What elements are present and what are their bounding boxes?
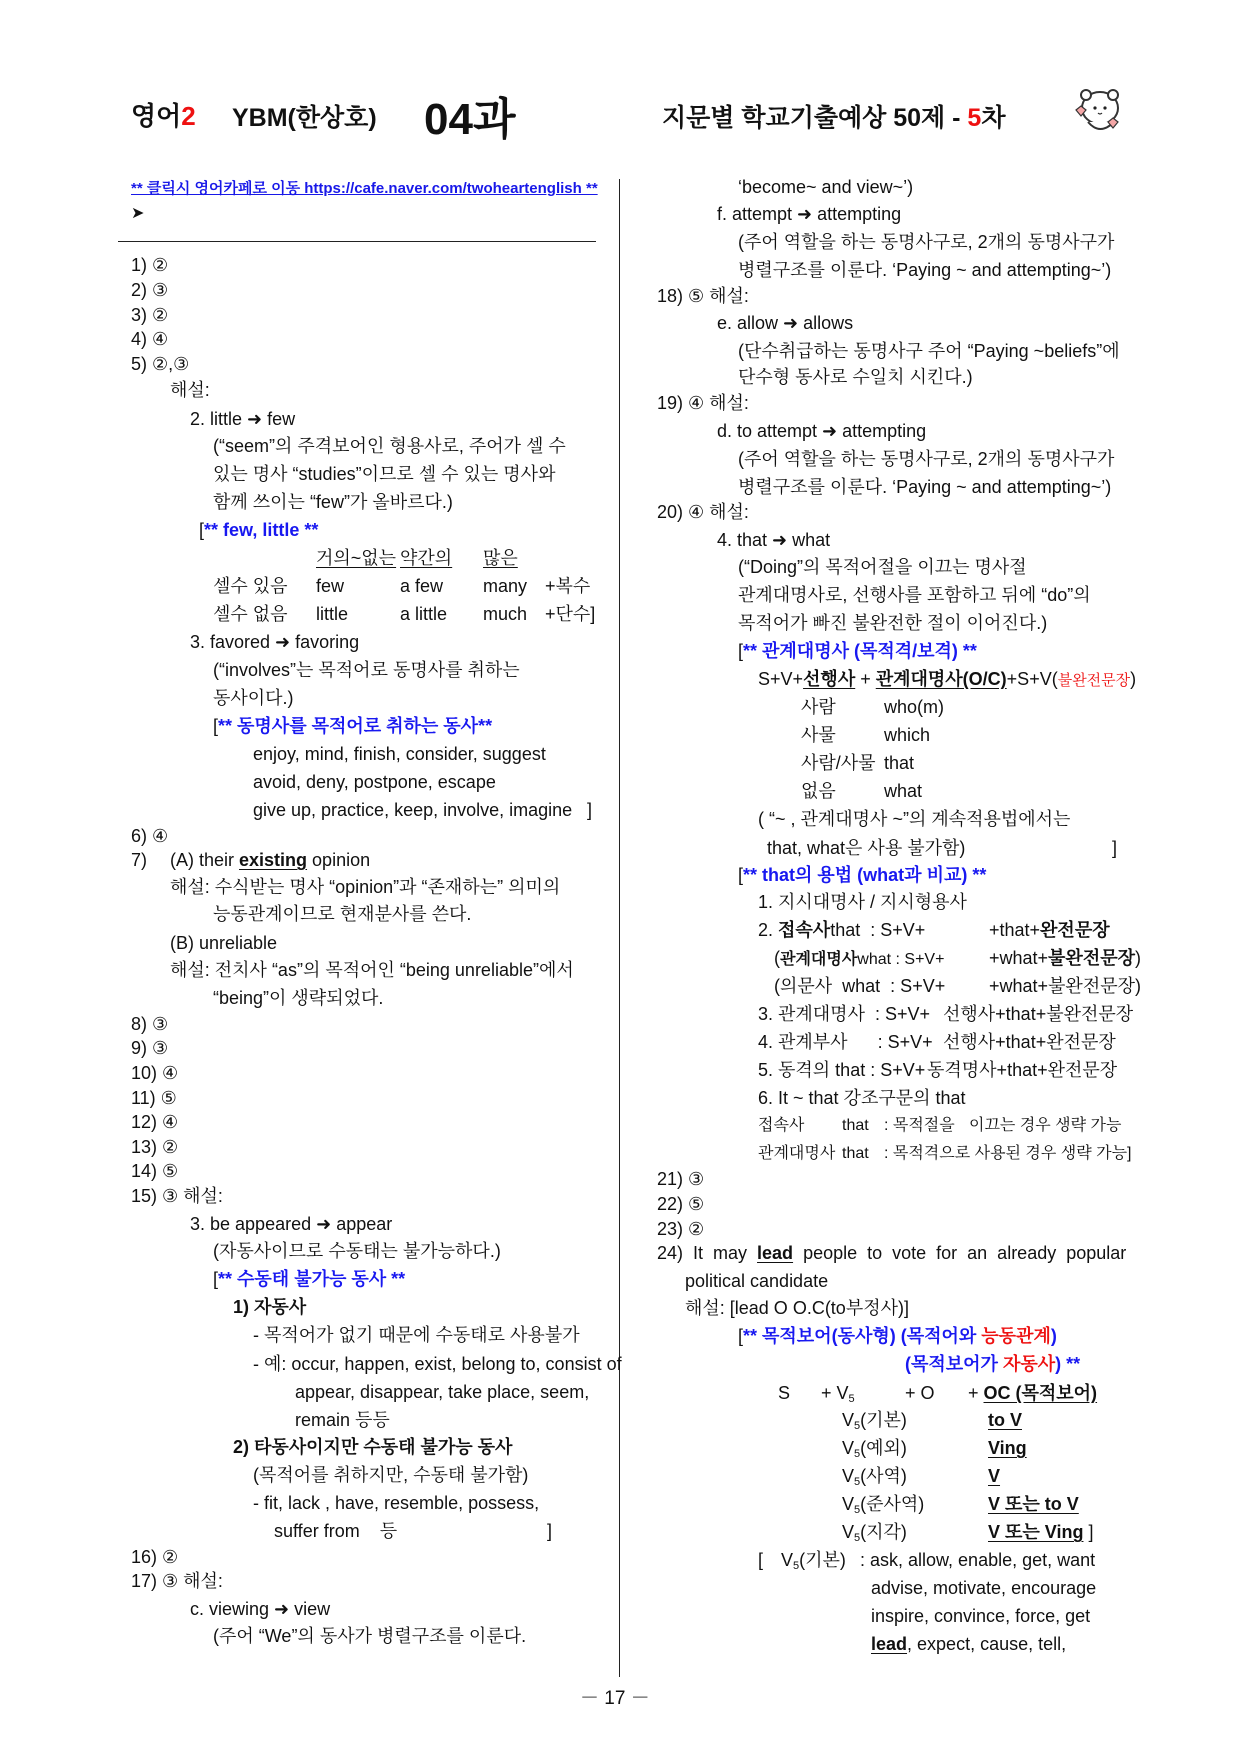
answer-5: 5) ②,③ [131,354,190,374]
text: ) [1130,669,1137,689]
pattern-s: S [778,1383,791,1403]
subscript: 5 [854,1532,861,1544]
explanation-text: 해설: [lead O O.C(to부정사)] [685,1298,909,1318]
answer-16: 16) ② [131,1547,179,1567]
text: + V [821,1383,849,1403]
cafe-link[interactable]: ** 클릭시 영어카페로 이동 https://cafe.naver.com/twoheartenglish ** [131,180,598,197]
table-cell: a little [400,604,448,624]
bracket: [ [199,520,205,540]
table-cell: 셀수 없음 [213,604,288,624]
explanation-text: 있는 명사 “studies”이므로 셀 수 있는 명사와 [213,464,556,484]
omission-note: 접속사 [758,1117,805,1134]
antecedent: 사람/사물 [801,753,876,773]
answer-18: 18) ⑤ 해설: [657,286,749,306]
answer-21: 21) ③ [657,1169,705,1189]
verb-list: advise, motivate, encourage [871,1578,1097,1598]
box-title: ) [1050,1326,1057,1346]
usage-item: 4. 관계부사 : S+V+ [758,1032,933,1052]
bracket: ] [1112,838,1118,858]
v5-type [781,1549,846,1577]
text: V [842,1494,855,1514]
pronoun: which [884,725,931,745]
usage-result: 동격명사+that+완전문장 [927,1060,1118,1080]
correction: 3. be appeared ➜ appear [190,1214,393,1234]
subheading: 2) 타동사이지만 수동태 불가능 동사 [233,1437,513,1457]
text: what : S+V+ [857,951,945,968]
bracket: [ [738,1326,744,1346]
explanation-text: - 예: occur, happen, exist, belong to, consist of [253,1354,622,1374]
grammar-box-title [213,715,492,737]
verb-list: : ask, allow, enable, get, want [860,1550,1096,1570]
explanation-text: 해설: 전치사 “as”의 목적어인 “being unreliable”에서 [170,960,574,980]
explanation-text: 해설: 수식받는 명사 “opinion”과 “존재하는” 의미의 [170,877,561,897]
omission-note: 이끄는 경우 생략 가능 [969,1117,1122,1134]
answer-1: 1) ② [131,255,169,275]
bracket: [ [738,865,744,885]
explanation-text: 병렬구조를 이룬다. ‘Paying ~ and attempting~’) [738,477,1112,497]
subscript: 5 [854,1448,861,1460]
answer-7a [170,849,370,871]
text: that : S+V+ [830,920,926,940]
keyword: existing [239,850,308,870]
answer-24-cont: political candidate [685,1271,829,1291]
explanation-text: (“seem”의 주격보어인 형용사로, 주어가 셀 수 [213,436,566,456]
usage-result [989,947,1141,969]
answer-8: 8) ③ [131,1014,169,1034]
text: (사역) [860,1466,907,1486]
explanation-text: “being”이 생략되었다. [213,988,384,1008]
correction: 3. favored ➜ favoring [190,632,360,652]
text: (지각) [860,1522,907,1542]
bracket: ] [587,800,593,820]
v5-complement: V 또는 to V [988,1494,1079,1514]
antecedent: 사람 [801,697,836,717]
lesson-number: 04과 [424,95,516,144]
bracket: [ [758,1550,764,1570]
bear-mascot-icon [1070,86,1126,138]
correction: c. viewing ➜ view [190,1599,331,1619]
subject-number: 2 [181,101,196,131]
v5-type [842,1493,924,1521]
subject-label [131,96,196,133]
keyword: 선행사 [803,669,856,689]
usage-result: 선행사+that+완전문장 [943,1032,1116,1052]
answer-6: 6) ④ [131,826,169,846]
answer-10: 10) ④ [131,1063,179,1083]
table-header: 거의~없는 [316,548,397,568]
v5-complement: to V [988,1410,1022,1430]
answer-7: 7) [131,850,148,870]
explanation-text: ( “~ , 관계대명사 ~”의 계속적용법에서는 [758,809,1071,829]
omission-note: that [842,1117,869,1134]
grammar-box-title [738,864,986,886]
text: + [968,1383,984,1403]
explanation-text: 동사이다.) [213,688,294,708]
v5-type [842,1521,907,1549]
text: V [842,1410,855,1430]
answer-23: 23) ② [657,1219,705,1239]
text: (기본) [799,1550,846,1570]
header-divider [118,241,596,242]
explanation-text: 병렬구조를 이룬다. ‘Paying ~ and attempting~’) [738,260,1112,280]
grammar-box-title [199,519,318,541]
box-title: ) ** [1055,1354,1081,1374]
answer-17: 17) ③ 해설: [131,1571,223,1591]
keyword: 완전문장 [1040,920,1110,940]
antecedent: 없음 [801,781,836,801]
pronoun: who(m) [884,697,945,717]
answer-9: 9) ③ [131,1038,169,1058]
answer-2: 2) ③ [131,280,169,300]
correction: e. allow ➜ allows [717,313,854,333]
text: S+V+ [758,669,804,689]
keyword: 관계대명사(O/C) [875,669,1007,689]
bracket: [ [738,641,744,661]
usage-result: 선행사+that+불완전문장 [943,1004,1134,1024]
text: +that+ [989,920,1041,940]
text: +what+ [989,948,1049,968]
text: + [855,669,876,689]
correction: 4. that ➜ what [717,530,831,550]
explanation-text: - fit, lack , have, resemble, possess, [253,1493,540,1513]
box-title: ** that의 용법 (what과 비교) ** [743,865,987,885]
answer-11: 11) ⑤ [131,1088,177,1108]
keyword: OC (목적보어) [983,1383,1098,1403]
subheading: 1) 자동사 [233,1297,307,1317]
round-number: 5 [967,104,982,132]
text: ( [774,948,780,968]
bracket: ] [1083,1522,1094,1542]
pattern-oc [968,1382,1097,1404]
box-title-red: 능동관계 [981,1326,1051,1346]
explanation-text: 능동관계이므로 현재분사를 쓴다. [213,904,472,924]
omission-note: that [842,1145,869,1162]
text: 2. [758,920,779,940]
red-note: 불완전문장 [1057,672,1131,689]
grammar-box-title [738,1325,1057,1347]
usage-result [989,919,1110,941]
answer-12: 12) ④ [131,1112,179,1132]
bracket: [ [213,1269,219,1289]
explanation-text: (자동사이므로 수동태는 불가능하다.) [213,1241,501,1261]
text: (A) their [170,850,240,870]
arrow-icon: ➤ [131,205,145,222]
box-title: ** 동명사를 목적어로 취하는 동사** [218,716,493,736]
answer-20: 20) ④ 해설: [657,502,749,522]
usage-item: 1. 지시대명사 / 지시형용사 [758,892,967,912]
subscript: 5 [854,1504,861,1516]
table-cell: a few [400,576,444,596]
explanation-text: (단수취급하는 동명사구 주어 “Paying ~beliefs”에 [738,341,1120,361]
text: (준사역) [860,1494,925,1514]
keyword: 관계대명사 [780,951,858,968]
table-header: 약간의 [400,548,453,568]
column-divider [619,179,620,1677]
verb-list: avoid, deny, postpone, escape [253,772,496,792]
explanation-text: - 목적어가 없기 때문에 수동태로 사용불가 [253,1325,580,1345]
answer-24 [657,1242,1126,1264]
answer-19: 19) ④ 해설: [657,393,749,413]
table-cell: few [316,576,345,596]
explanation-text: (목적어를 취하지만, 수동태 불가함) [253,1465,529,1485]
formula [758,668,1136,692]
explanation-text: 함께 쓰이는 “few”가 올바르다.) [213,492,453,512]
text: (기본) [860,1410,907,1430]
box-title: ** 관계대명사 (목적격/보격) ** [743,641,977,661]
table-cell: 셀수 있음 [213,576,288,596]
grammar-box-title [213,1268,405,1290]
table-cell: much [483,604,528,624]
usage-item [774,947,944,971]
usage-item: 6. It ~ that 강조구문의 that [758,1088,966,1108]
document-title [662,98,1005,134]
explanation-text: (주어 “We”의 동사가 병렬구조를 이룬다. [213,1626,527,1646]
usage-item: 3. 관계대명사 : S+V+ [758,1004,930,1024]
v5-type [842,1437,907,1465]
usage-item [758,919,925,941]
table-cell: many [483,576,528,596]
text: ) [1135,948,1141,968]
explanation-text: 관계대명사로, 선행사를 포함하고 뒤에 “do”의 [738,585,1091,605]
text: V [781,1550,794,1570]
box-title: ** 수동태 불가능 동사 ** [218,1269,406,1289]
subject: 영어 [131,101,182,131]
box-title-red: 자동사 [1002,1354,1056,1374]
v5-type [842,1465,907,1493]
answer-15: 15) ③ 해설: [131,1186,223,1206]
correction: f. attempt ➜ attempting [717,204,902,224]
pattern-v [821,1382,855,1410]
answer-13: 13) ② [131,1137,179,1157]
verb-list [871,1633,1066,1655]
v5-complement: V [988,1466,1001,1486]
explanation-text: suffer from 등 [274,1521,398,1541]
text: people to vote for an already popular [793,1243,1127,1263]
subscript: 5 [793,1560,800,1572]
title-text: 지문별 학교기출예상 50제 - [662,104,968,132]
usage-result: +what+불완전문장) [989,976,1141,996]
omission-note: : 목적격으로 사용된 경우 생략 가능] [884,1145,1132,1162]
keyword: lead [757,1243,794,1263]
text: (예외) [860,1438,907,1458]
text: V [842,1438,855,1458]
explanation-text: remain 등등 [295,1410,390,1430]
antecedent: 사물 [801,725,836,745]
explanation-text: 단수형 동사로 수일치 시킨다.) [738,367,973,387]
table-header: 많은 [483,548,518,568]
explanation-text: ‘become~ and view~’) [738,177,914,197]
verb-list: give up, practice, keep, involve, imagine [253,800,573,820]
answer-22: 22) ⑤ [657,1194,705,1214]
correction: d. to attempt ➜ attempting [717,421,927,441]
text: V [842,1466,855,1486]
explanation-label: 해설: [170,380,210,400]
round-suffix: 차 [981,104,1006,132]
omission-note: : 목적절을 [884,1117,955,1134]
subscript: 5 [848,1393,855,1405]
verb-list: inspire, convince, force, get [871,1606,1091,1626]
answer-7b: (B) unreliable [170,933,278,953]
explanation-text: (주어 역할을 하는 동명사구로, 2개의 동명사구가 [738,232,1115,252]
grammar-box-title [738,640,977,662]
answer-4: 4) ④ [131,329,169,349]
table-cell: +복수 [545,576,591,596]
explanation-text: (주어 역할을 하는 동명사구로, 2개의 동명사구가 [738,449,1115,469]
pattern-o: + O [905,1383,935,1403]
answer-14: 14) ⑤ [131,1161,179,1181]
usage-item: (의문사 what : S+V+ [774,976,946,996]
keyword: 불완전문장 [1048,948,1135,968]
grammar-box-title [905,1353,1080,1375]
explanation-text: (“Doing”의 목적어절을 이끄는 명사절 [738,557,1027,577]
publisher: YBM(한상호) [232,104,377,132]
keyword: 접속사 [778,920,831,940]
keyword: lead [871,1634,908,1654]
pronoun: what [884,781,923,801]
box-title: ** few, little ** [204,520,319,540]
text: +S+V( [1006,669,1058,689]
correction: 2. little ➜ few [190,409,296,429]
text: , expect, cause, tell, [907,1634,1067,1654]
table-cell: little [316,604,349,624]
v5-complement: Ving [988,1438,1027,1458]
explanation-text: (“involves”는 목적어로 동명사를 취하는 [213,660,520,680]
page-number: － 17 － [580,1688,650,1709]
subscript: 5 [854,1476,861,1488]
keyword: V 또는 Ving [988,1522,1084,1542]
explanation-text: appear, disappear, take place, seem, [295,1382,590,1402]
box-title: (목적보어가 [905,1354,1003,1374]
bracket: ] [547,1521,553,1541]
box-title: ** 목적보어(동사형) (목적어와 [743,1326,982,1346]
text: 24) It may [657,1243,758,1263]
verb-list: enjoy, mind, finish, consider, suggest [253,744,546,764]
bracket: [ [213,716,219,736]
omission-note: 관계대명사 [758,1145,836,1162]
explanation-text: 목적어가 빠진 불완전한 절이 이어진다.) [738,613,1048,633]
explanation-text: that, what은 사용 불가함) [767,838,966,858]
usage-item: 5. 동격의 that : S+V+ [758,1060,926,1080]
pronoun: that [884,753,915,773]
answer-3: 3) ② [131,305,169,325]
v5-complement [988,1521,1093,1543]
text: V [842,1522,855,1542]
text: opinion [307,850,371,870]
table-cell: +단수] [545,604,596,624]
v5-type [842,1409,907,1437]
subscript: 5 [854,1420,861,1432]
